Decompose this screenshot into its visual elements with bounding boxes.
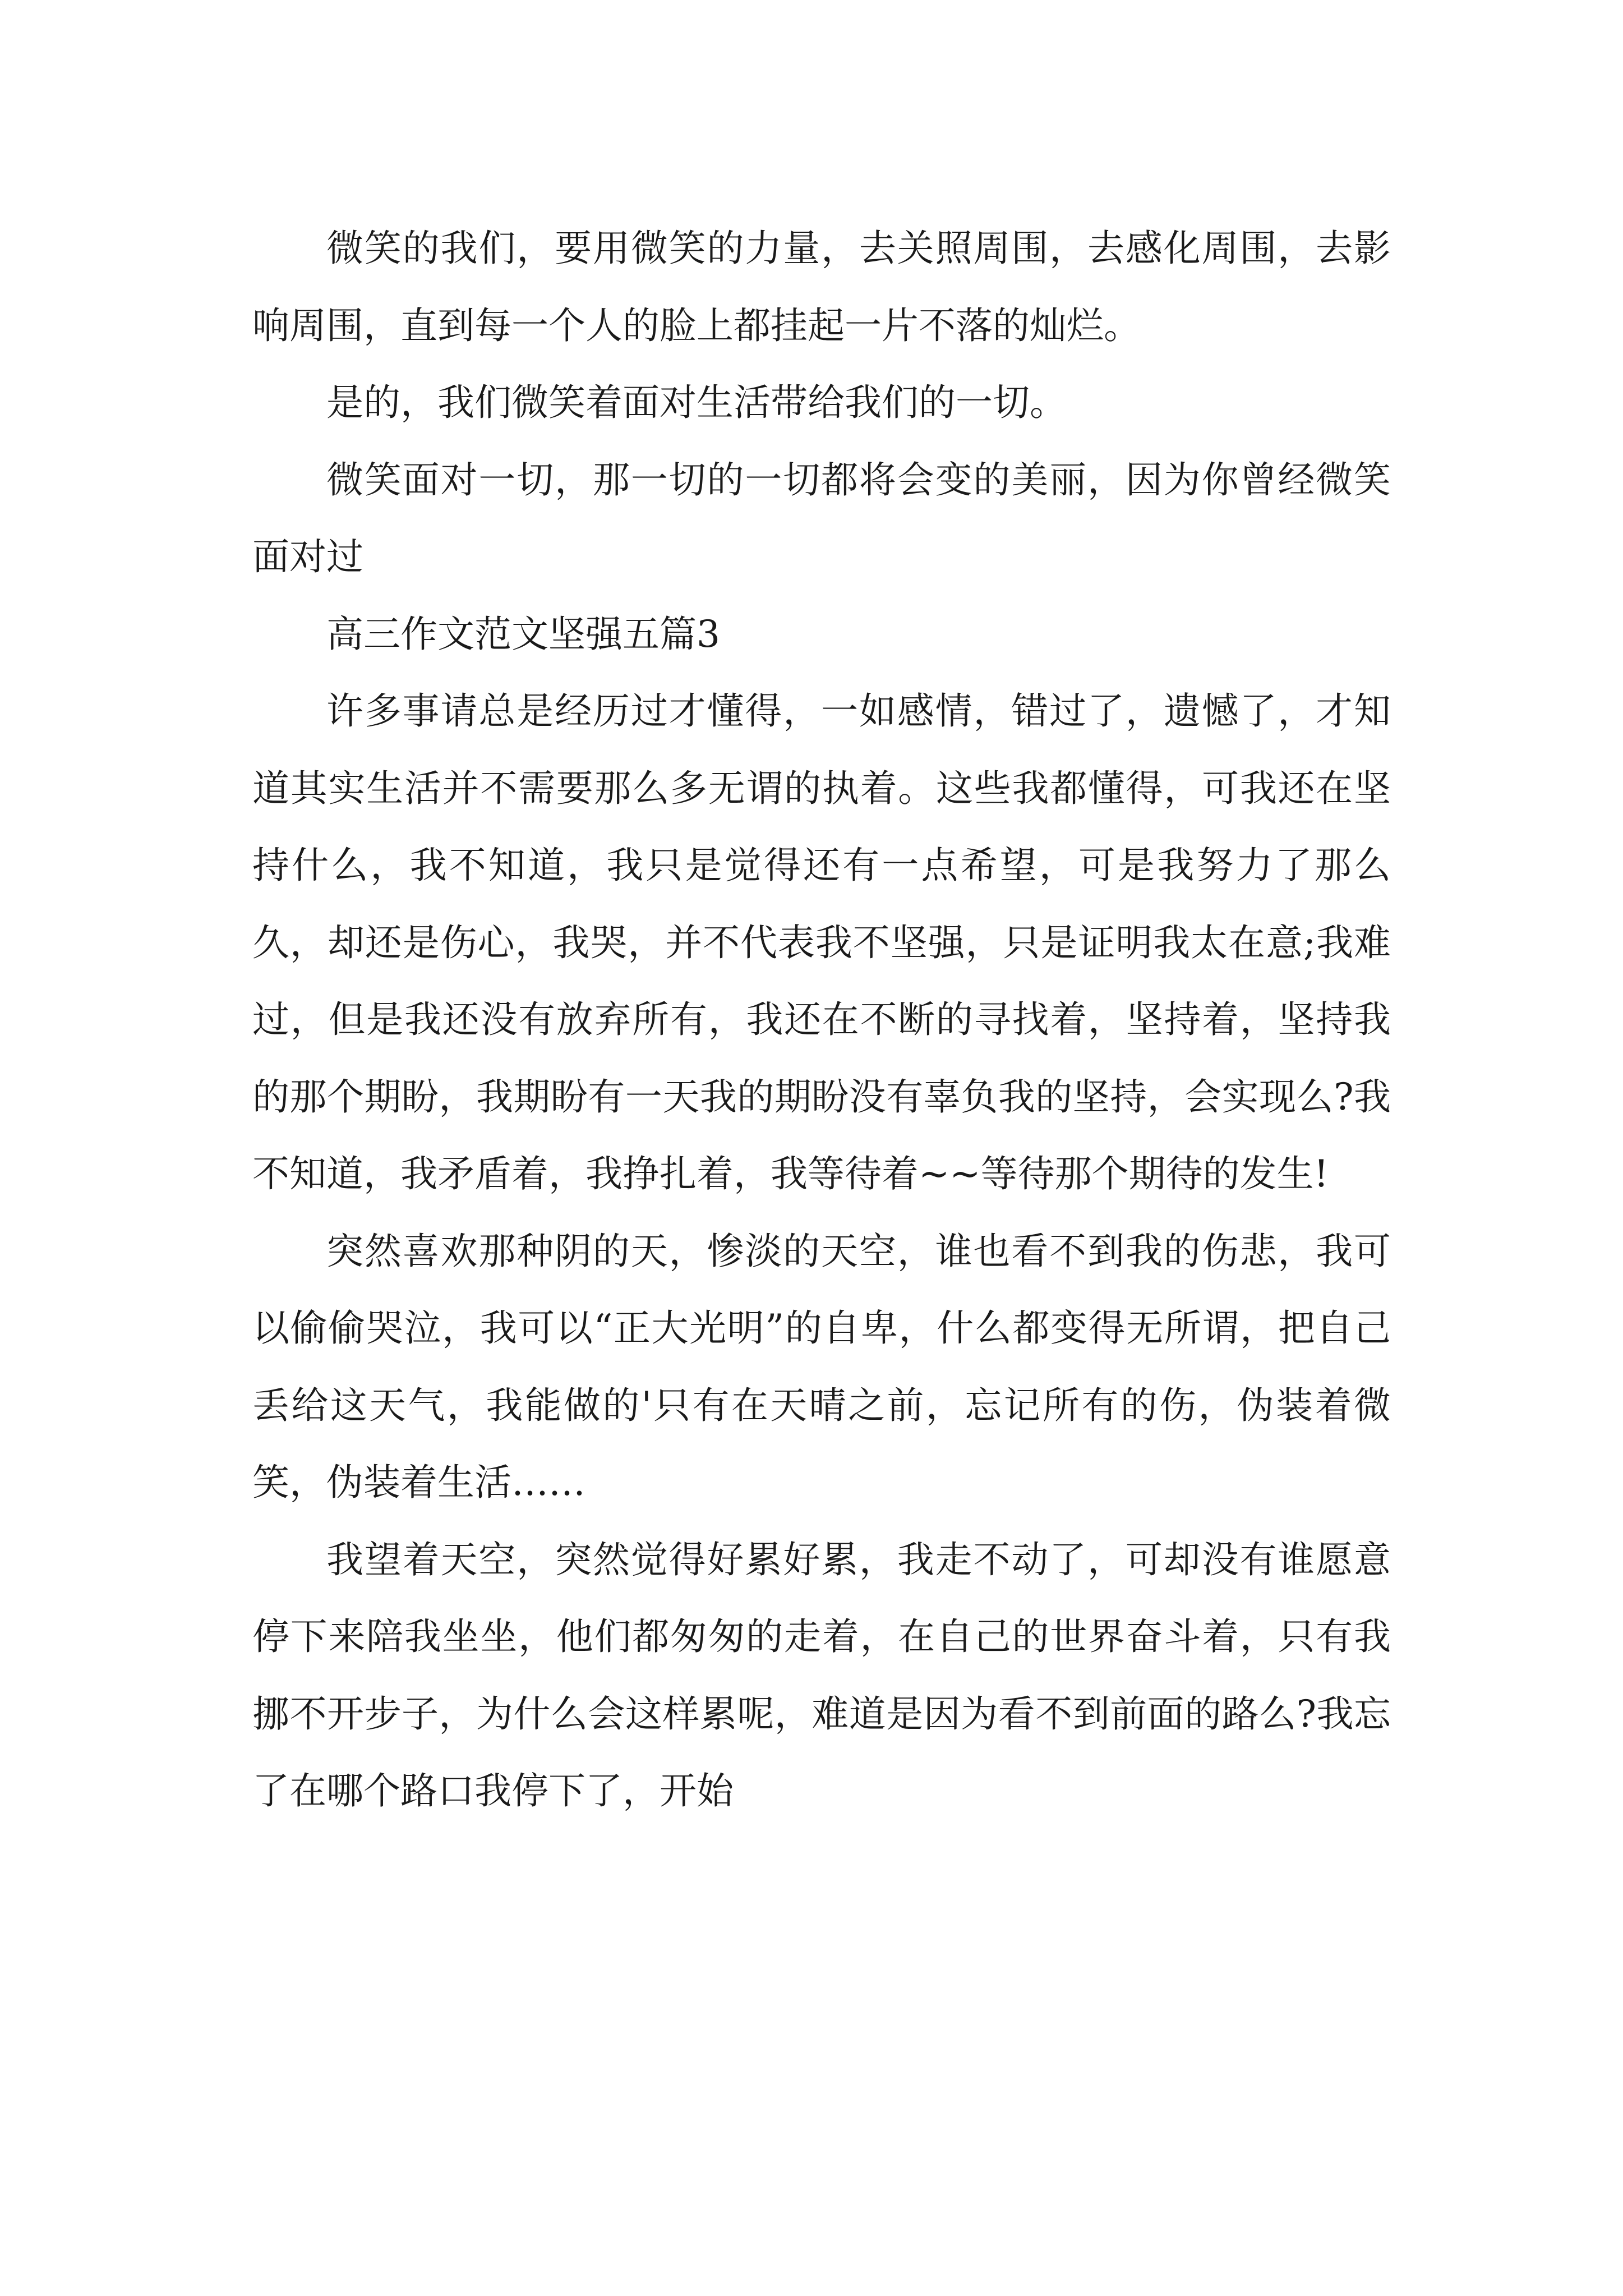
paragraph-smile-influence: 微笑的我们，要用微笑的力量，去关照周围，去感化周围，去影响周围，直到每一个人的脸上都挂起一片不落的灿烂。: [252, 227, 1391, 347]
paragraph-smile-everything: 微笑面对一切，那一切的一切都将会变的美丽，因为你曾经微笑面对过: [252, 458, 1391, 578]
document-body: [252, 210, 1391, 1830]
section-heading: 高三作文范文坚强五篇3: [326, 612, 720, 656]
paragraph-persistence: 许多事请总是经历过才懂得，一如感情，错过了，遗憾了，才知道其实生活并不需要那么多无谓的执着。这些我都懂得，可我还在坚持什么，我不知道，我只是觉得还有一点希望，可是我努力了那么久，却还是伤心，我哭，并不代表我不坚强，只是证明我太在意;我难过，但是我还没有放弃所有，我还在不断的寻找着，坚持着，坚持我的那个期盼，我期盼有一天我的期盼没有辜负我的坚持，会实现么?我不知道，我矛盾着，我挣扎着，我等待着~~等待那个期待的发生!: [252, 689, 1391, 1195]
paragraph-cloudy-day: 突然喜欢那种阴的天，惨淡的天空，谁也看不到我的伤悲，我可以偷偷哭泣，我可以“正大光明”的自卑，什么都变得无所谓，把自己丢给这天气，我能做的'只有在天晴之前，忘记所有的伤，伪装着微笑，伪装着生活……: [252, 1229, 1391, 1504]
paragraph-face-life: 是的，我们微笑着面对生活带给我们的一切。: [326, 381, 1067, 424]
paragraph-tired: 我望着天空，突然觉得好累好累，我走不动了，可却没有谁愿意停下来陪我坐坐，他们都匆匆的走着，在自己的世界奋斗着，只有我挪不开步子，为什么会这样累呢，难道是因为看不到前面的路么?我忘了在哪个路口我停下了，开始: [252, 1538, 1391, 1812]
